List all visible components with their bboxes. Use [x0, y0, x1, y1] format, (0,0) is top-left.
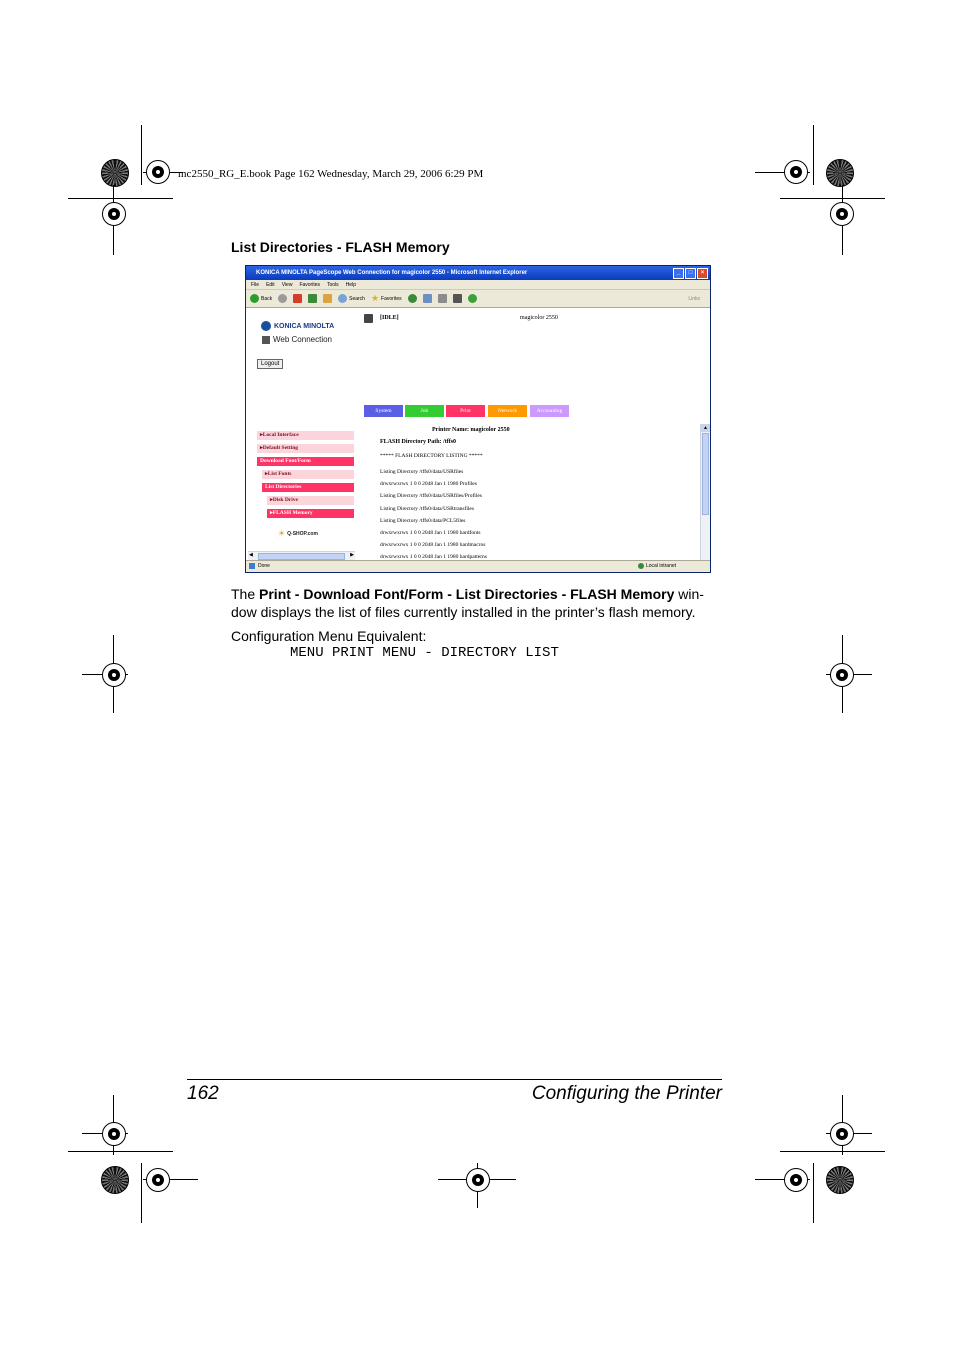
maximize-icon[interactable]: □ [685, 268, 696, 279]
status-text: Done [258, 563, 270, 569]
registration-target-icon [830, 663, 854, 687]
qshop-sun-icon: ☀ [278, 529, 286, 538]
printer-name: Printer Name: magicolor 2550 [432, 427, 510, 433]
sidebar-item-list-directories[interactable]: List Directories [262, 483, 354, 492]
search-button[interactable]: Search [338, 294, 365, 303]
description-paragraph: The Print - Download Font/Form - List Directories - FLASH Memory win- dow displays the list of files currently installed in the printer’s flash memory. [231, 586, 704, 620]
sidebar-item-local-interface[interactable]: ▸Local Interface [257, 431, 354, 440]
window-title: KONICA MINOLTA PageScope Web Connection for magicolor 2550 - Microsoft Internet Explorer [256, 270, 528, 276]
zone-text: Local intranet [646, 563, 677, 569]
sidebar-item-download-font-form[interactable]: Download Font/Form [257, 457, 354, 466]
tab-accounting[interactable]: Accounting [530, 405, 569, 417]
sidebar-item-disk-drive[interactable]: ▸Disk Drive [267, 496, 354, 505]
flash-directory-path: FLASH Directory Path: /tffs0 [380, 439, 457, 445]
config-label: Configuration Menu Equivalent: [231, 628, 427, 644]
print-icon[interactable] [438, 294, 447, 303]
tab-system[interactable]: System [364, 405, 403, 417]
printer-status-icon [364, 314, 373, 323]
forward-arrow-icon[interactable] [278, 294, 287, 303]
registration-burst-icon [826, 159, 854, 187]
footer-rule [187, 1079, 722, 1080]
book-header-note: mc2550_RG_E.book Page 162 Wednesday, March 29, 2006 6:29 PM [178, 168, 484, 180]
registration-target-icon [784, 160, 808, 184]
pagescope-icon [262, 336, 270, 344]
history-icon[interactable] [408, 294, 417, 303]
menu-edit[interactable]: Edit [266, 281, 275, 288]
browser-screenshot [245, 265, 711, 573]
registration-target-icon [830, 202, 854, 226]
tab-job[interactable]: Job [405, 405, 444, 417]
model-name: magicolor 2550 [520, 315, 558, 321]
qshop-link[interactable]: ☀ Q-SHOP.com [278, 529, 318, 538]
registration-target-icon [830, 1122, 854, 1146]
chapter-title: Configuring the Printer [531, 1083, 722, 1104]
registration-target-icon [102, 663, 126, 687]
mail-icon[interactable] [423, 294, 432, 303]
links-label[interactable]: Links [688, 295, 700, 302]
globe-logo-icon [261, 321, 271, 331]
favorites-button[interactable]: ★ Favorites [370, 293, 402, 303]
messenger-icon[interactable] [468, 294, 477, 303]
horizontal-scrollbar[interactable] [248, 551, 355, 560]
registration-target-icon [146, 1168, 170, 1192]
list-item: drwxrwxrwx 1 0 0 2048 Jan 1 1980 Profiles [380, 481, 477, 488]
registration-burst-icon [826, 1166, 854, 1194]
status-idle: [IDLE] [380, 315, 399, 321]
stop-icon[interactable] [293, 294, 302, 303]
star-icon: ★ [370, 293, 380, 303]
menu-file[interactable]: File [251, 281, 260, 288]
scroll-left-icon[interactable]: ◀ [249, 552, 253, 558]
back-button[interactable]: Back [250, 294, 272, 303]
tab-network[interactable]: Network [488, 405, 527, 417]
web-connection-logo: Web Connection [262, 335, 332, 344]
intranet-icon [638, 563, 644, 569]
konica-minolta-logo: KONICA MINOLTA [261, 321, 334, 331]
directory-listing [380, 466, 488, 573]
edit-icon[interactable] [453, 294, 462, 303]
home-icon[interactable] [323, 294, 332, 303]
menu-bar [246, 280, 710, 290]
listing-heading: ***** FLASH DIRECTORY LISTING ***** [380, 453, 483, 459]
refresh-icon[interactable] [308, 294, 317, 303]
registration-target-icon [102, 202, 126, 226]
registration-target-icon [102, 1122, 126, 1146]
page-number: 162 [187, 1083, 219, 1104]
list-item: drwxrwxrwx 1 0 0 2048 Jan 1 1980 hardmacros [380, 542, 486, 549]
vertical-scrollbar[interactable] [700, 424, 710, 573]
sidebar-item-flash-memory[interactable]: ▸FLASH Memory [267, 509, 354, 518]
section-title: List Directories - FLASH Memory [231, 239, 450, 255]
registration-target-icon [146, 160, 170, 184]
scrollbar-thumb[interactable] [702, 433, 709, 515]
window-titlebar [246, 266, 710, 280]
tab-print[interactable]: Print [446, 405, 485, 417]
list-item: drwxrwxrwx 1 0 0 2048 Jan 1 1980 hardpatterns [380, 554, 487, 561]
config-value: MENU PRINT MENU - DIRECTORY LIST [290, 645, 559, 661]
page-content [246, 311, 710, 560]
menu-view[interactable]: View [281, 281, 293, 288]
scroll-right-icon[interactable]: ▶ [350, 552, 354, 558]
list-item: Listing Directory /tffs0/data/PCL5files [380, 517, 466, 524]
list-item: drwxrwxrwx 1 0 0 2048 Jan 1 1980 hardfonts [380, 530, 481, 537]
logout-button[interactable]: Logout [257, 359, 283, 369]
close-icon[interactable]: × [697, 268, 708, 279]
scroll-up-icon[interactable]: ▲ [701, 424, 710, 432]
registration-burst-icon [101, 159, 129, 187]
sidebar-item-list-fonts[interactable]: ▸List Fonts [262, 470, 354, 479]
page-done-icon [249, 563, 255, 569]
back-arrow-icon [250, 294, 259, 303]
list-item: Listing Directory /tffs0/data/USRtransfiles [380, 505, 474, 512]
browser-toolbar [246, 290, 710, 308]
registration-target-icon [784, 1168, 808, 1192]
menu-favorites[interactable]: Favorites [299, 281, 320, 288]
list-item: Listing Directory /tffs0/data/USRfiles [380, 469, 464, 475]
registration-burst-icon [101, 1166, 129, 1194]
search-icon [338, 294, 347, 303]
minimize-icon[interactable]: _ [673, 268, 684, 279]
status-bar [246, 560, 710, 572]
menu-help[interactable]: Help [345, 281, 356, 288]
menu-path: Print - Download Font/Form - List Directories - FLASH Memory [259, 586, 675, 602]
registration-target-icon [466, 1168, 490, 1192]
list-item: Listing Directory /tffs0/data/USRfiles/Profiles [380, 493, 482, 500]
scrollbar-thumb[interactable] [258, 553, 345, 560]
menu-tools[interactable]: Tools [327, 281, 339, 288]
sidebar-item-default-setting[interactable]: ▸Default Setting [257, 444, 354, 453]
